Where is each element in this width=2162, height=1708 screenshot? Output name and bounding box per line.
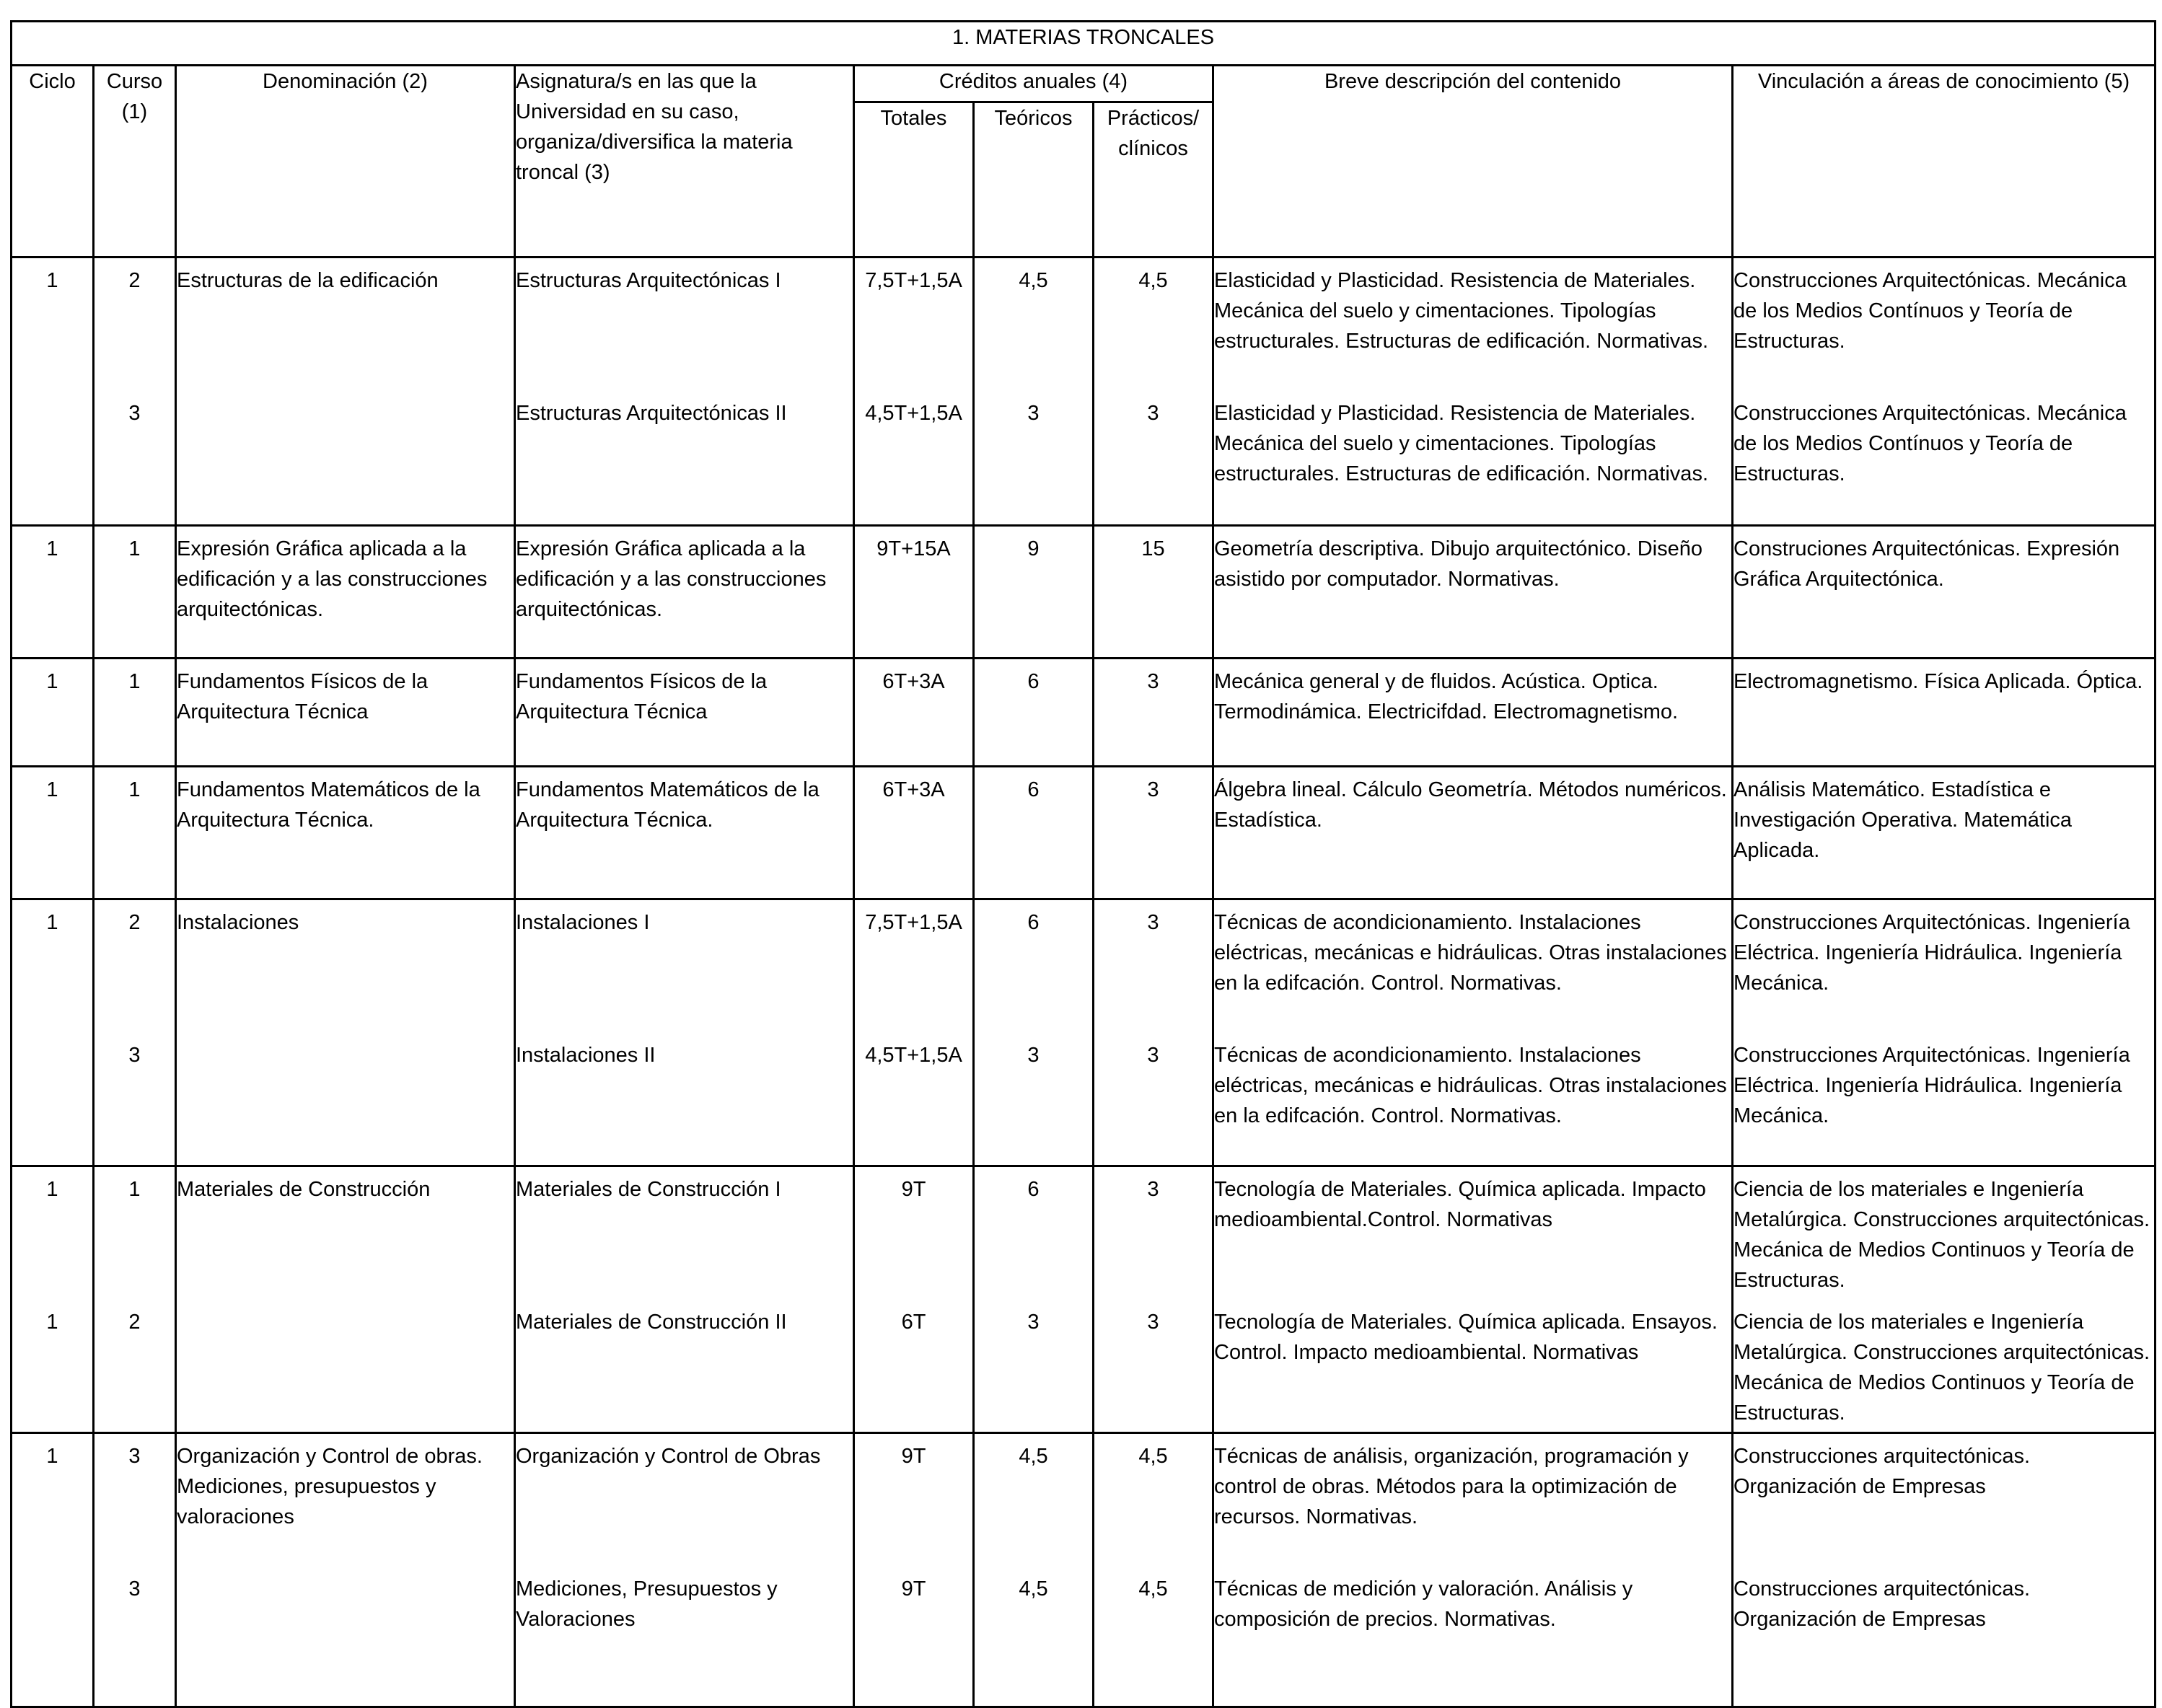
vinculacion-entry: Construcciones Arquitectónicas. Ingeniería Eléctrica. Ingeniería Hidráulica. Ingeniería Mecánica. xyxy=(1733,911,2130,995)
cell-practicos xyxy=(1094,899,1213,1166)
cell-vinculacion xyxy=(1733,257,2156,526)
denominacion-text: Instalaciones xyxy=(177,911,299,934)
denominacion-text: Fundamentos Matemáticos de la Arquitectura Técnica. xyxy=(177,778,480,832)
practicos-entry: 3 xyxy=(1147,778,1159,801)
asignatura-entry: Organización y Control de Obras xyxy=(516,1445,821,1468)
table-row xyxy=(12,257,2156,526)
header-asignatura: Asignatura/s en las que la Universidad en su caso, organiza/diversifica la materia troncal (3) xyxy=(515,66,854,257)
cell-ciclo xyxy=(12,767,94,899)
header-totales: Totales xyxy=(854,102,974,257)
curso-entry: 3 xyxy=(128,402,141,425)
table-row xyxy=(12,659,2156,767)
header-practicos-line-2: clínicos xyxy=(1118,137,1188,160)
cell-descripcion xyxy=(1213,1166,1733,1433)
cell-descripcion xyxy=(1213,257,1733,526)
teoricos-entry: 4,5 xyxy=(1019,269,1048,292)
cell-asignatura xyxy=(515,526,854,659)
totales-entry: 4,5T+1,5A xyxy=(865,402,962,425)
ciclo-entry: 1 xyxy=(46,1178,58,1201)
teoricos-entry: 4,5 xyxy=(1019,1445,1048,1468)
cell-totales xyxy=(854,526,974,659)
asignatura-entry: Materiales de Construcción I xyxy=(516,1178,781,1201)
cell-totales xyxy=(854,659,974,767)
vinculacion-entry: Construcciones arquitectónicas. Organización de Empresas xyxy=(1733,1577,2031,1631)
cell-curso xyxy=(94,526,176,659)
teoricos-entry: 6 xyxy=(1027,778,1040,801)
header-curso-line-1: Curso xyxy=(106,70,163,93)
header-practicos xyxy=(1094,102,1213,257)
cell-totales xyxy=(854,257,974,526)
cell-teoricos xyxy=(974,526,1094,659)
table-row xyxy=(12,526,2156,659)
totales-entry: 6T+3A xyxy=(882,778,945,801)
table-row xyxy=(12,899,2156,1166)
descripcion-entry: Elasticidad y Plasticidad. Resistencia de Materiales. Mecánica del suelo y cimentaciones. Tipologías estructurales. Estructuras de edificación. Normativas. xyxy=(1214,402,1708,485)
cell-practicos xyxy=(1094,1166,1213,1433)
asignatura-entry: Expresión Gráfica aplicada a la edificación y a las construcciones arquitectónicas. xyxy=(516,537,827,621)
vinculacion-entry: Ciencia de los materiales e Ingeniería Metalúrgica. Construcciones arquitectónicas. Mecánica de Medios Continuos y Teoría de Estructuras. xyxy=(1733,1311,2150,1425)
curso-entry: 1 xyxy=(128,537,141,560)
practicos-entry: 4,5 xyxy=(1138,269,1168,292)
totales-entry: 9T xyxy=(901,1577,926,1601)
asignatura-entry: Instalaciones I xyxy=(516,911,650,934)
denominacion-text: Organización y Control de obras. Mediciones, presupuestos y valoraciones xyxy=(177,1445,483,1528)
practicos-entry: 3 xyxy=(1147,911,1159,934)
cell-practicos xyxy=(1094,767,1213,899)
cell-asignatura xyxy=(515,1166,854,1433)
table-body xyxy=(12,257,2156,1707)
ciclo-entry: 1 xyxy=(46,1445,58,1468)
descripcion-entry: Técnicas de acondicionamiento. Instalaciones eléctricas, mecánicas e hidráulicas. Otras instalaciones en la edifcación. Control. Normativas. xyxy=(1214,1044,1727,1127)
cell-teoricos xyxy=(974,767,1094,899)
cell-practicos xyxy=(1094,526,1213,659)
vinculacion-entry: Construcciones Arquitectónicas. Ingeniería Eléctrica. Ingeniería Hidráulica. Ingeniería Mecánica. xyxy=(1733,1044,2130,1127)
cell-denominacion xyxy=(176,767,515,899)
teoricos-entry: 3 xyxy=(1027,1044,1040,1067)
header-vinculacion: Vinculación a áreas de conocimiento (5) xyxy=(1733,66,2156,257)
cell-ciclo xyxy=(12,526,94,659)
vinculacion-entry: Construciones Arquitectónicas. Expresión Gráfica Arquitectónica. xyxy=(1733,537,2120,591)
cell-practicos xyxy=(1094,659,1213,767)
cell-curso xyxy=(94,1166,176,1433)
descripcion-entry: Técnicas de análisis, organización, programación y control de obras. Métodos para la optimización de recursos. Normativas. xyxy=(1214,1445,1689,1528)
denominacion-text: Estructuras de la edificación xyxy=(177,269,439,292)
cell-asignatura xyxy=(515,257,854,526)
cell-curso xyxy=(94,1433,176,1707)
cell-teoricos xyxy=(974,257,1094,526)
teoricos-entry: 4,5 xyxy=(1019,1577,1048,1601)
cell-practicos xyxy=(1094,1433,1213,1707)
cell-vinculacion xyxy=(1733,659,2156,767)
ciclo-entry: 1 xyxy=(46,1311,58,1334)
totales-entry: 4,5T+1,5A xyxy=(865,1044,962,1067)
cell-totales xyxy=(854,899,974,1166)
descripcion-entry: Elasticidad y Plasticidad. Resistencia de Materiales. Mecánica del suelo y cimentaciones. Tipologías estructurales. Estructuras de edificación. Normativas. xyxy=(1214,269,1708,353)
cell-curso xyxy=(94,767,176,899)
curso-entry: 3 xyxy=(128,1044,141,1067)
ciclo-entry: 1 xyxy=(46,537,58,560)
totales-entry: 6T+3A xyxy=(882,670,945,693)
curso-entry: 2 xyxy=(128,269,141,292)
cell-asignatura xyxy=(515,1433,854,1707)
descripcion-entry: Álgebra lineal. Cálculo Geometría. Métodos numéricos. Estadística. xyxy=(1214,778,1727,832)
header-descripcion: Breve descripción del contenido xyxy=(1213,66,1733,257)
header-denominacion: Denominación (2) xyxy=(176,66,515,257)
vinculacion-entry: Ciencia de los materiales e Ingeniería Metalúrgica. Construcciones arquitectónicas. Mecánica de Medios Continuos y Teoría de Estructuras. xyxy=(1733,1178,2150,1292)
header-curso xyxy=(94,66,176,257)
cell-vinculacion xyxy=(1733,1166,2156,1433)
cell-curso xyxy=(94,899,176,1166)
header-teoricos: Teóricos xyxy=(974,102,1094,257)
cell-ciclo xyxy=(12,659,94,767)
cell-descripcion xyxy=(1213,659,1733,767)
asignatura-entry: Instalaciones II xyxy=(516,1044,656,1067)
practicos-entry: 3 xyxy=(1147,670,1159,693)
descripcion-entry: Tecnología de Materiales. Química aplicada. Impacto medioambiental.Control. Normativas xyxy=(1214,1178,1706,1231)
cell-teoricos xyxy=(974,1166,1094,1433)
curso-entry: 3 xyxy=(128,1577,141,1601)
materias-troncales-table xyxy=(10,20,2156,1708)
vinculacion-entry: Electromagnetismo. Física Aplicada. Óptica. xyxy=(1733,670,2143,693)
curso-entry: 1 xyxy=(128,1178,141,1201)
header-ciclo: Ciclo xyxy=(12,66,94,257)
asignatura-entry: Estructuras Arquitectónicas I xyxy=(516,269,781,292)
practicos-entry: 4,5 xyxy=(1138,1577,1168,1601)
vinculacion-entry: Análisis Matemático. Estadística e Investigación Operativa. Matemática Aplicada. xyxy=(1733,778,2073,862)
descripcion-entry: Geometría descriptiva. Dibujo arquitectónico. Diseño asistido por computador. Normativas. xyxy=(1214,537,1702,591)
cell-practicos xyxy=(1094,257,1213,526)
cell-curso xyxy=(94,257,176,526)
denominacion-text: Fundamentos Físicos de la Arquitectura Técnica xyxy=(177,670,429,723)
totales-entry: 6T xyxy=(901,1311,926,1334)
practicos-entry: 3 xyxy=(1147,402,1159,425)
vinculacion-entry: Construcciones Arquitectónicas. Mecánica de los Medios Contínuos y Teoría de Estructuras. xyxy=(1733,269,2127,353)
ciclo-entry: 1 xyxy=(46,778,58,801)
teoricos-entry: 3 xyxy=(1027,402,1040,425)
ciclo-entry xyxy=(12,391,92,398)
ciclo-entry xyxy=(12,1033,92,1040)
cell-ciclo xyxy=(12,1433,94,1707)
curso-entry: 1 xyxy=(128,670,141,693)
ciclo-entry: 1 xyxy=(46,269,58,292)
teoricos-entry: 6 xyxy=(1027,670,1040,693)
cell-denominacion xyxy=(176,1433,515,1707)
cell-ciclo xyxy=(12,1166,94,1433)
cell-vinculacion xyxy=(1733,1433,2156,1707)
cell-asignatura xyxy=(515,767,854,899)
totales-entry: 7,5T+1,5A xyxy=(865,911,962,934)
table-row xyxy=(12,1433,2156,1707)
cell-totales xyxy=(854,767,974,899)
cell-descripcion xyxy=(1213,899,1733,1166)
cell-denominacion xyxy=(176,257,515,526)
curso-entry: 1 xyxy=(128,778,141,801)
ciclo-entry xyxy=(12,1567,92,1574)
asignatura-entry: Fundamentos Matemáticos de la Arquitectura Técnica. xyxy=(516,778,819,832)
ciclo-entry: 1 xyxy=(46,670,58,693)
header-practicos-line-1: Prácticos/ xyxy=(1107,107,1200,130)
cell-ciclo xyxy=(12,257,94,526)
practicos-entry: 15 xyxy=(1141,537,1165,560)
practicos-entry: 3 xyxy=(1147,1178,1159,1201)
header-creditos-anuales: Créditos anuales (4) xyxy=(854,66,1213,102)
teoricos-entry: 3 xyxy=(1027,1311,1040,1334)
descripcion-entry: Técnicas de medición y valoración. Análisis y composición de precios. Normativas. xyxy=(1214,1577,1633,1631)
practicos-entry: 4,5 xyxy=(1138,1445,1168,1468)
practicos-entry: 3 xyxy=(1147,1311,1159,1334)
vinculacion-entry: Construcciones arquitectónicas. Organización de Empresas xyxy=(1733,1445,2031,1498)
vinculacion-entry: Construcciones Arquitectónicas. Mecánica de los Medios Contínuos y Teoría de Estructuras. xyxy=(1733,402,2127,485)
cell-vinculacion xyxy=(1733,526,2156,659)
totales-entry: 7,5T+1,5A xyxy=(865,269,962,292)
teoricos-entry: 9 xyxy=(1027,537,1040,560)
asignatura-entry: Estructuras Arquitectónicas II xyxy=(516,402,787,425)
cell-denominacion xyxy=(176,659,515,767)
curso-entry: 2 xyxy=(128,911,141,934)
totales-entry: 9T+15A xyxy=(876,537,951,560)
asignatura-entry: Mediciones, Presupuestos y Valoraciones xyxy=(516,1577,778,1631)
table-row xyxy=(12,1166,2156,1433)
cell-totales xyxy=(854,1433,974,1707)
cell-vinculacion xyxy=(1733,767,2156,899)
cell-asignatura xyxy=(515,659,854,767)
descripcion-entry: Tecnología de Materiales. Química aplicada. Ensayos. Control. Impacto medioambiental. Normativas xyxy=(1214,1311,1718,1364)
cell-curso xyxy=(94,659,176,767)
cell-teoricos xyxy=(974,899,1094,1166)
cell-denominacion xyxy=(176,899,515,1166)
descripcion-entry: Mecánica general y de fluidos. Acústica. Optica. Termodinámica. Electricifdad. Electromagnetismo. xyxy=(1214,670,1679,723)
cell-teoricos xyxy=(974,659,1094,767)
curso-entry: 2 xyxy=(128,1311,141,1334)
cell-asignatura xyxy=(515,899,854,1166)
cell-vinculacion xyxy=(1733,899,2156,1166)
denominacion-text: Materiales de Construcción xyxy=(177,1178,431,1201)
teoricos-entry: 6 xyxy=(1027,911,1040,934)
totales-entry: 9T xyxy=(901,1445,926,1468)
cell-denominacion xyxy=(176,526,515,659)
header-curso-line-2: (1) xyxy=(121,100,148,123)
cell-denominacion xyxy=(176,1166,515,1433)
asignatura-entry: Materiales de Construcción II xyxy=(516,1311,787,1334)
denominacion-text: Expresión Gráfica aplicada a la edificación y a las construcciones arquitectónicas. xyxy=(177,537,488,621)
ciclo-entry: 1 xyxy=(46,911,58,934)
cell-teoricos xyxy=(974,1433,1094,1707)
descripcion-entry: Técnicas de acondicionamiento. Instalaciones eléctricas, mecánicas e hidráulicas. Otras instalaciones en la edifcación. Control. Normativas. xyxy=(1214,911,1727,995)
curso-entry: 3 xyxy=(128,1445,141,1468)
practicos-entry: 3 xyxy=(1147,1044,1159,1067)
table-title: 1. MATERIAS TRONCALES xyxy=(12,22,2156,66)
cell-totales xyxy=(854,1166,974,1433)
teoricos-entry: 6 xyxy=(1027,1178,1040,1201)
cell-descripcion xyxy=(1213,1433,1733,1707)
asignatura-entry: Fundamentos Físicos de la Arquitectura Técnica xyxy=(516,670,768,723)
cell-ciclo xyxy=(12,899,94,1166)
totales-entry: 9T xyxy=(901,1178,926,1201)
table-row xyxy=(12,767,2156,899)
cell-descripcion xyxy=(1213,767,1733,899)
cell-descripcion xyxy=(1213,526,1733,659)
